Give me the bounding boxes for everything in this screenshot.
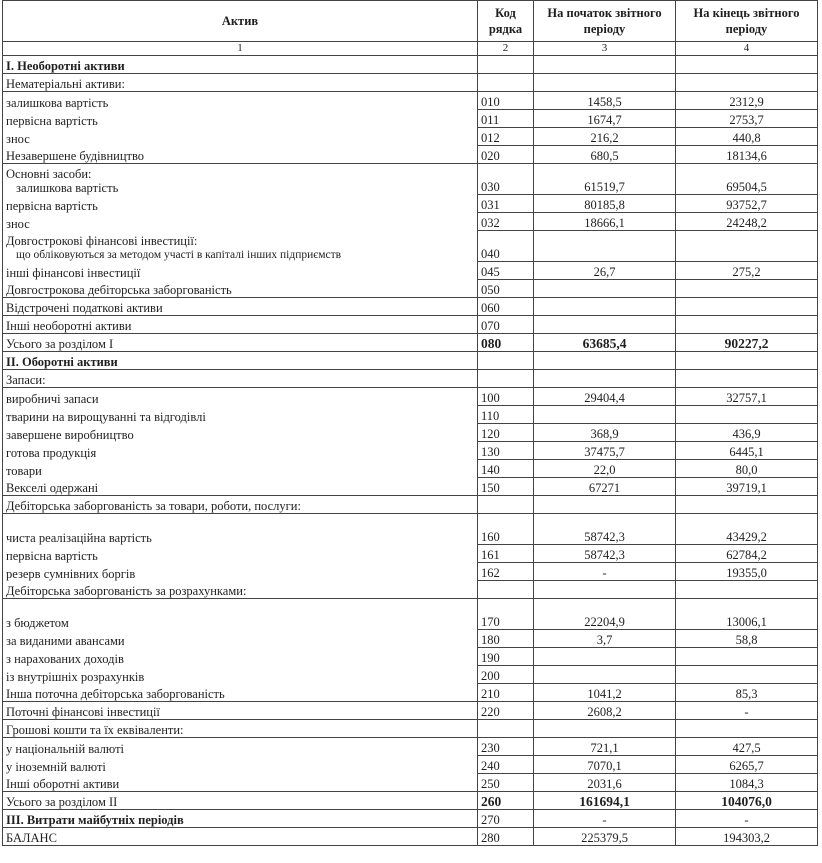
row-start-value: 2608,2 [534,702,676,720]
row-code [478,56,534,74]
row-start-value: - [534,810,676,828]
row-label: Запаси: [3,370,478,388]
row-start-value: 680,5 [534,146,676,164]
table-row [3,262,818,280]
row-label: Відстрочені податкові активи [3,298,478,316]
row-code: 070 [478,316,534,334]
table-row [3,599,818,630]
row-code: 010 [478,92,534,110]
row-label: Поточні фінансові інвестиції [3,702,478,720]
row-start-value: 26,7 [534,262,676,280]
row-end-value: 104076,0 [676,792,818,810]
row-start-value: 22204,9 [534,599,676,630]
colnum-1: 1 [3,42,478,56]
row-end-value: 2753,7 [676,110,818,128]
row-code: 170 [478,599,534,630]
row-code: 230 [478,738,534,756]
row-label: Дебіторська заборгованість за товари, роботи, послуги: [3,496,478,514]
row-code: 210 [478,684,534,702]
row-code: 011 [478,110,534,128]
row-code: 190 [478,648,534,666]
table-row [3,231,818,262]
table-row [3,56,818,74]
row-label: із внутрішніх розрахунків [3,666,478,684]
row-code: 100 [478,388,534,406]
table-row [3,720,818,738]
table-row [3,666,818,684]
row-start-value: 37475,7 [534,442,676,460]
row-start-value: 29404,4 [534,388,676,406]
row-start-value: 2031,6 [534,774,676,792]
row-end-value: - [676,702,818,720]
row-start-value [534,56,676,74]
row-label: I. Необоротні активи [3,56,478,74]
table-row [3,128,818,146]
row-end-value: 427,5 [676,738,818,756]
row-end-value: 32757,1 [676,388,818,406]
row-end-value [676,231,818,262]
row-end-value: 275,2 [676,262,818,280]
row-label: товари [3,460,478,478]
row-label: Інші необоротні активи [3,316,478,334]
row-code [478,352,534,370]
row-label: Усього за розділом II [3,792,478,810]
row-label: Дебіторська заборгованість за розрахунками: [3,581,478,599]
row-end-value [676,298,818,316]
table-row [3,478,818,496]
row-code [478,581,534,599]
row-end-value: 43429,2 [676,514,818,545]
row-code: 020 [478,146,534,164]
row-code: 150 [478,478,534,496]
row-label: II. Оборотні активи [3,352,478,370]
row-label: у іноземній валюті [3,756,478,774]
row-start-value [534,298,676,316]
colnum-4: 4 [676,42,818,56]
row-label: Інші оборотні активи [3,774,478,792]
row-code: 032 [478,213,534,231]
table-row [3,648,818,666]
row-label: чиста реалізаційна вартість [3,514,478,545]
row-end-value [676,316,818,334]
row-start-value: 7070,1 [534,756,676,774]
table-header-row [3,1,818,42]
row-code [478,370,534,388]
row-end-value: 90227,2 [676,334,818,352]
table-row [3,545,818,563]
row-code: 012 [478,128,534,146]
row-end-value [676,352,818,370]
row-start-value [534,648,676,666]
row-end-value [676,74,818,92]
header-code: Код рядка [478,1,534,42]
table-row [3,164,818,195]
row-end-value: 6445,1 [676,442,818,460]
row-start-value: 18666,1 [534,213,676,231]
row-end-value: 13006,1 [676,599,818,630]
row-label: Усього за розділом I [3,334,478,352]
row-end-value: 39719,1 [676,478,818,496]
row-start-value [534,581,676,599]
header-start: На початок звітного періоду [534,1,676,42]
table-row [3,514,818,545]
row-code: 040 [478,231,534,262]
row-end-value: 24248,2 [676,213,818,231]
table-row [3,738,818,756]
table-row [3,792,818,810]
row-end-value: 62784,2 [676,545,818,563]
row-label: інші фінансові інвестиції [3,262,478,280]
row-label [3,231,478,262]
table-row [3,370,818,388]
row-label: знос [3,213,478,231]
table-row [3,563,818,581]
row-code: 180 [478,630,534,648]
table-row [3,424,818,442]
row-code: 080 [478,334,534,352]
table-row [3,146,818,164]
table-row [3,630,818,648]
row-start-value: 368,9 [534,424,676,442]
row-end-value: 19355,0 [676,563,818,581]
row-label: у національній валюті [3,738,478,756]
table-row [3,92,818,110]
table-row [3,74,818,92]
row-code: 060 [478,298,534,316]
row-end-value [676,581,818,599]
row-end-value [676,370,818,388]
row-code: 160 [478,514,534,545]
balance-sheet-table [2,0,818,846]
row-label: завершене виробництво [3,424,478,442]
row-start-value [534,231,676,262]
row-label: первісна вартість [3,545,478,563]
row-end-value: 6265,7 [676,756,818,774]
row-start-value: 161694,1 [534,792,676,810]
row-code [478,720,534,738]
row-start-value [534,720,676,738]
row-code: 030 [478,164,534,195]
row-end-value [676,720,818,738]
row-code: 220 [478,702,534,720]
row-start-value [534,406,676,424]
header-asset: Актив [3,1,478,42]
table-row [3,702,818,720]
row-code: 260 [478,792,534,810]
row-end-value [676,56,818,74]
row-label-sub: що обліковуються за методом участі в капіталі інших підприємств [16,248,342,261]
column-number-row [3,42,818,56]
row-start-value: 22,0 [534,460,676,478]
row-label: з бюджетом [3,599,478,630]
table-row [3,406,818,424]
row-label: Нематеріальні активи: [3,74,478,92]
row-label [3,164,478,195]
row-end-value: 18134,6 [676,146,818,164]
row-label: залишкова вартість [3,92,478,110]
row-end-value: 85,3 [676,684,818,702]
row-code: 280 [478,828,534,846]
row-label: з нарахованих доходів [3,648,478,666]
row-start-value [534,496,676,514]
row-start-value [534,316,676,334]
row-label: первісна вартість [3,195,478,213]
row-code: 161 [478,545,534,563]
row-start-value: 3,7 [534,630,676,648]
row-label: III. Витрати майбутніх періодів [3,810,478,828]
table-row [3,828,818,846]
table-row [3,581,818,599]
table-row [3,684,818,702]
colnum-3: 3 [534,42,676,56]
table-row [3,280,818,298]
table-row [3,388,818,406]
row-start-value [534,370,676,388]
row-label: за виданими авансами [3,630,478,648]
row-code: 140 [478,460,534,478]
row-start-value: 67271 [534,478,676,496]
row-code: 162 [478,563,534,581]
row-start-value: 1674,7 [534,110,676,128]
row-label: Незавершене будівництво [3,146,478,164]
header-end: На кінець звітного періоду [676,1,818,42]
row-start-value: 80185,8 [534,195,676,213]
table-row [3,756,818,774]
row-start-value: 61519,7 [534,164,676,195]
row-label: первісна вартість [3,110,478,128]
row-start-value [534,280,676,298]
row-code: 031 [478,195,534,213]
row-label-main: Основні засоби: [6,166,92,181]
row-start-value [534,666,676,684]
row-code: 045 [478,262,534,280]
row-end-value: 58,8 [676,630,818,648]
row-code: 050 [478,280,534,298]
row-end-value: 194303,2 [676,828,818,846]
row-end-value: 69504,5 [676,164,818,195]
row-label: Довгострокова дебіторська заборгованість [3,280,478,298]
row-code: 250 [478,774,534,792]
row-code [478,74,534,92]
row-label: готова продукція [3,442,478,460]
row-label-main: Довгострокові фінансові інвестиції: [6,233,198,248]
row-code [478,496,534,514]
row-start-value: 58742,3 [534,545,676,563]
table-row [3,316,818,334]
row-start-value: 216,2 [534,128,676,146]
row-end-value [676,280,818,298]
table-row [3,352,818,370]
row-end-value: 80,0 [676,460,818,478]
row-end-value [676,648,818,666]
row-end-value: 1084,3 [676,774,818,792]
row-start-value: 721,1 [534,738,676,756]
colnum-2: 2 [478,42,534,56]
table-row [3,334,818,352]
table-row [3,496,818,514]
table-row [3,213,818,231]
row-end-value [676,666,818,684]
table-row [3,774,818,792]
row-code: 270 [478,810,534,828]
table-row [3,298,818,316]
row-label: Векселі одержані [3,478,478,496]
row-start-value [534,74,676,92]
row-label: виробничі запаси [3,388,478,406]
row-label: Інша поточна дебіторська заборгованість [3,684,478,702]
row-end-value: 440,8 [676,128,818,146]
row-start-value: 63685,4 [534,334,676,352]
row-start-value: 1041,2 [534,684,676,702]
row-end-value: 93752,7 [676,195,818,213]
row-end-value: 2312,9 [676,92,818,110]
row-start-value: 58742,3 [534,514,676,545]
row-label: резерв сумнівних боргів [3,563,478,581]
row-start-value: 1458,5 [534,92,676,110]
row-code: 130 [478,442,534,460]
row-end-value [676,406,818,424]
row-label: знос [3,128,478,146]
table-row [3,110,818,128]
row-end-value: 436,9 [676,424,818,442]
table-row [3,442,818,460]
row-label: Грошові кошти та їх еквіваленти: [3,720,478,738]
row-end-value [676,496,818,514]
table-row [3,195,818,213]
row-start-value: - [534,563,676,581]
row-end-value: - [676,810,818,828]
row-code: 120 [478,424,534,442]
row-code: 240 [478,756,534,774]
table-row [3,810,818,828]
row-label: БАЛАНС [3,828,478,846]
table-row [3,460,818,478]
row-label: тварини на вирощуванні та відгодівлі [3,406,478,424]
row-start-value: 225379,5 [534,828,676,846]
row-code: 110 [478,406,534,424]
row-label-sub: залишкова вартість [16,180,119,195]
row-code: 200 [478,666,534,684]
row-start-value [534,352,676,370]
